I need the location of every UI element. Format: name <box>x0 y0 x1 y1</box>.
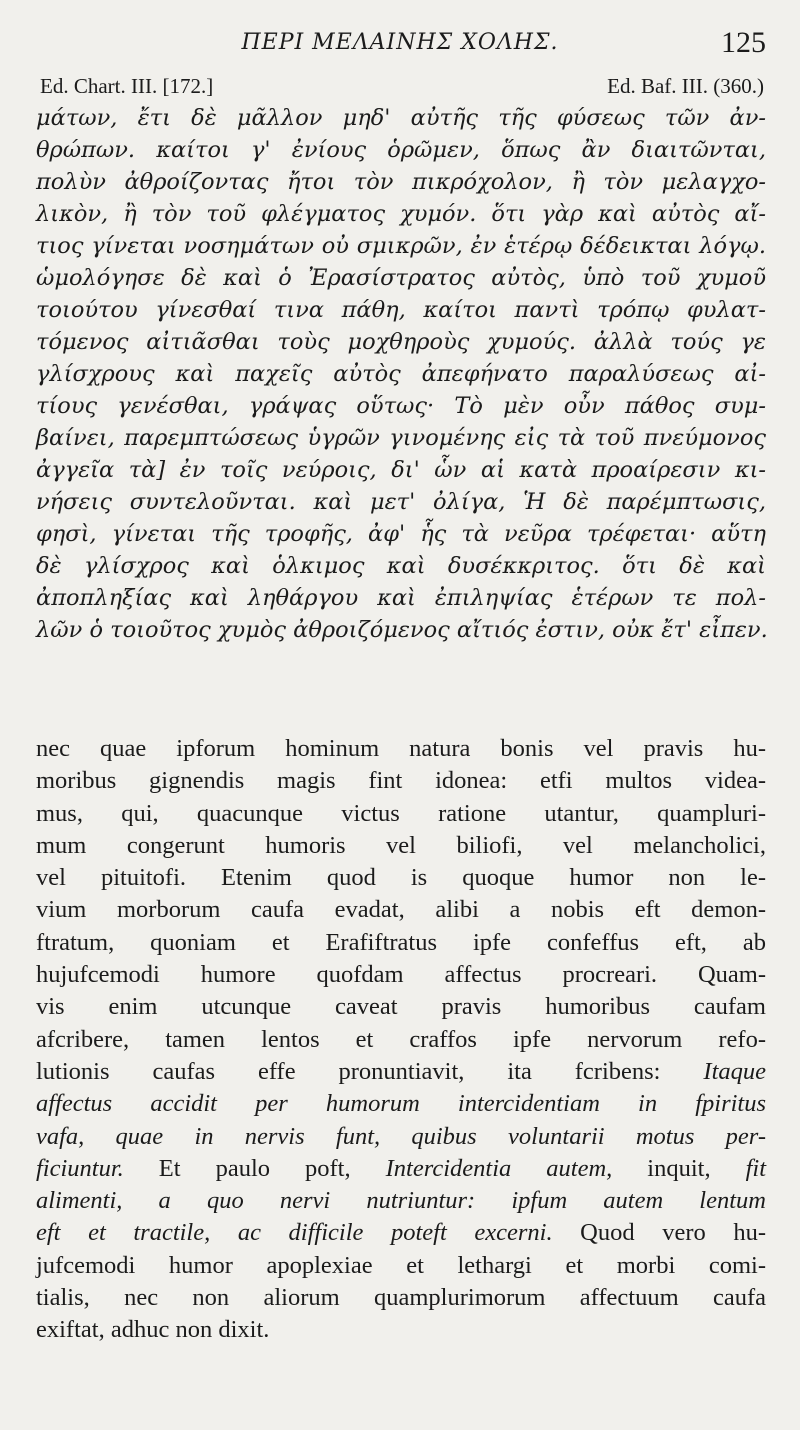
latin-line <box>36 1250 766 1282</box>
latin-line <box>36 1056 766 1088</box>
greek-line: λῶν ὁ τοιοῦτος χυμὸς ἀθροιζόμενος αἴτιός ἐστιν, οὐκ ἔτ' εἶπεν. <box>36 617 768 643</box>
erasistratus-quote: Itaque <box>703 1057 766 1085</box>
latin-line <box>36 765 766 797</box>
latin-line <box>36 862 766 894</box>
latin-roman: lutionis caufas effe pronuntiavit, ita fcribens: <box>36 1057 704 1085</box>
latin-line <box>36 1121 766 1153</box>
greek-line: θρώπων. καίτοι γ' ἐνίους ὁρῶμεν, ὅπως ἂν διαιτῶνται, <box>36 137 766 163</box>
latin-line <box>36 1088 766 1120</box>
greek-line: νήσεις συντελοῦνται. καὶ μετ' ὀλίγα, Ἡ δὲ παρέμπτωσις, <box>36 489 766 515</box>
greek-line: ἀγγεῖα τὰ] ἐν τοῖς νεύροις, δι' ὧν αἱ κατὰ προαίρεσιν κι- <box>36 457 766 483</box>
latin-roman: ftratum, quoniam et Erafiftratus ipfe confeffus eft, ab <box>36 928 766 956</box>
latin-roman: moribus gignendis magis fint idonea: etfi multos videa- <box>36 767 766 795</box>
latin-roman: afcribere, tamen lentos et craffos ipfe nervorum refo- <box>36 1025 766 1053</box>
latin-line <box>36 1217 766 1249</box>
edition-references <box>40 74 764 102</box>
running-header <box>0 24 800 64</box>
latin-roman: nec quae ipforum hominum natura bonis vel pravis hu- <box>36 735 766 762</box>
greek-text-block <box>36 102 766 646</box>
latin-line <box>36 991 766 1023</box>
page-number: 125 <box>721 26 766 59</box>
erasistratus-quote: vafa, quae in nervis funt, quibus voluntarii motus per- <box>36 1122 766 1150</box>
erasistratus-quote: alimenti, a quo nervi nutriuntur: ipfum autem lentum <box>36 1187 766 1215</box>
greek-line: δὲ γλίσχρος καὶ ὁλκιμος καὶ δυσέκκριτος. ὅτι δὲ καὶ <box>36 553 766 579</box>
latin-line <box>36 1024 766 1056</box>
latin-line <box>36 894 766 926</box>
latin-roman: Et paulo poft, <box>123 1154 386 1182</box>
latin-roman: vel pituitofi. Etenim quod is quoque humor non le- <box>36 864 766 892</box>
latin-roman: inquit, <box>612 1154 746 1182</box>
latin-roman: hujufcemodi humore quofdam affectus procreari. Quam- <box>36 961 766 989</box>
latin-line <box>36 733 766 765</box>
erasistratus-quote: eft et tractile, ac difficile poteft excerni. <box>36 1219 553 1247</box>
latin-roman: mus, qui, quacunque victus ratione utantur, quamplurі- <box>36 799 766 827</box>
latin-line <box>36 798 766 830</box>
edition-ref-basel: Ed. Baf. III. (360.) <box>607 74 764 98</box>
greek-line: πολὺν ἀθροίζοντας ἤτοι τὸν πικρόχολον, ἢ τὸν μελαγχο- <box>36 169 766 195</box>
greek-line: βαίνει, παρεμπτώσεως ὑγρῶν γινομένης εἰς τὰ τοῦ πνεύμονος <box>36 425 766 451</box>
latin-roman: tialis, nec non aliorum quamplurimorum affectuum caufa <box>36 1284 766 1312</box>
greek-line: μάτων, ἔτι δὲ μᾶλλον μηδ' αὐτῆς τῆς φύσεως τῶν ἀν- <box>36 105 766 131</box>
latin-line <box>36 1282 766 1314</box>
greek-line: γλίσχρους καὶ παχεῖς αὐτὸς ἀπεφήνατο παραλύσεως αἰ- <box>36 361 766 387</box>
greek-line: τιος γίνεται νοσημάτων οὐ σμικρῶν, ἐν ἑτέρῳ δέδεικται λόγῳ. <box>36 233 766 259</box>
latin-roman: jufcemodi humor apoplexiae et lethargi et morbi comi- <box>36 1251 766 1279</box>
latin-line <box>36 927 766 959</box>
latin-text-block <box>36 733 766 1347</box>
greek-line: τίους γενέσθαι, γράψας οὕτως· Τὸ μὲν οὖν πάθος συμ- <box>36 393 766 419</box>
edition-ref-chartier: Ed. Chart. III. [172.] <box>40 74 214 98</box>
latin-line <box>36 1185 766 1217</box>
latin-roman: Quod vero hu- <box>552 1219 767 1247</box>
greek-line: φησὶ, γίνεται τῆς τροφῆς, ἀφ' ἧς τὰ νεῦρα τρέφεται· αὕτη <box>36 521 766 547</box>
latin-line <box>36 1153 766 1185</box>
latin-roman: mum congerunt humoris vel biliofi, vel melancholici, <box>36 831 766 859</box>
erasistratus-quote: affectus accidit per humorum intercidentiam in fpiritus <box>36 1090 766 1118</box>
greek-line: τοιούτου γίνεσθαί τινα πάθη, καίτοι παντὶ τρόπῳ φυλατ- <box>36 297 766 323</box>
running-title: ΠΕΡΙ ΜΕΛΑΙΝΗΣ ΧΟΛΗΣ. <box>241 30 559 55</box>
latin-roman: vium morborum caufa evadat, alibi a nobis eft demon- <box>36 896 766 924</box>
greek-line: ὡμολόγησε δὲ καὶ ὁ Ἐρασίστρατος αὐτὸς, ὑπὸ τοῦ χυμοῦ <box>36 265 766 291</box>
latin-line <box>36 1314 766 1346</box>
erasistratus-quote: Intercidentia autem, <box>385 1154 613 1182</box>
greek-line: τόμενος αἰτιᾶσθαι τοὺς μοχθηροὺς χυμούς. ἀλλὰ τούς γε <box>36 329 766 355</box>
latin-line <box>36 959 766 991</box>
greek-line: λικὸν, ἢ τὸν τοῦ φλέγματος χυμόν. ὅτι γὰρ καὶ αὐτὸς αἴ- <box>36 201 766 227</box>
erasistratus-quote: fit <box>745 1154 766 1182</box>
greek-line: ἀποπληξίας καὶ ληθάργου καὶ ἐπιληψίας ἑτέρων τε πολ- <box>36 585 766 611</box>
latin-roman: vis enim utcunque caveat pravis humoribus caufam <box>36 993 766 1021</box>
latin-line <box>36 830 766 862</box>
erasistratus-quote: ficiuntur. <box>36 1154 124 1182</box>
latin-roman: exiftat, adhuc non dixit. <box>36 1316 270 1344</box>
